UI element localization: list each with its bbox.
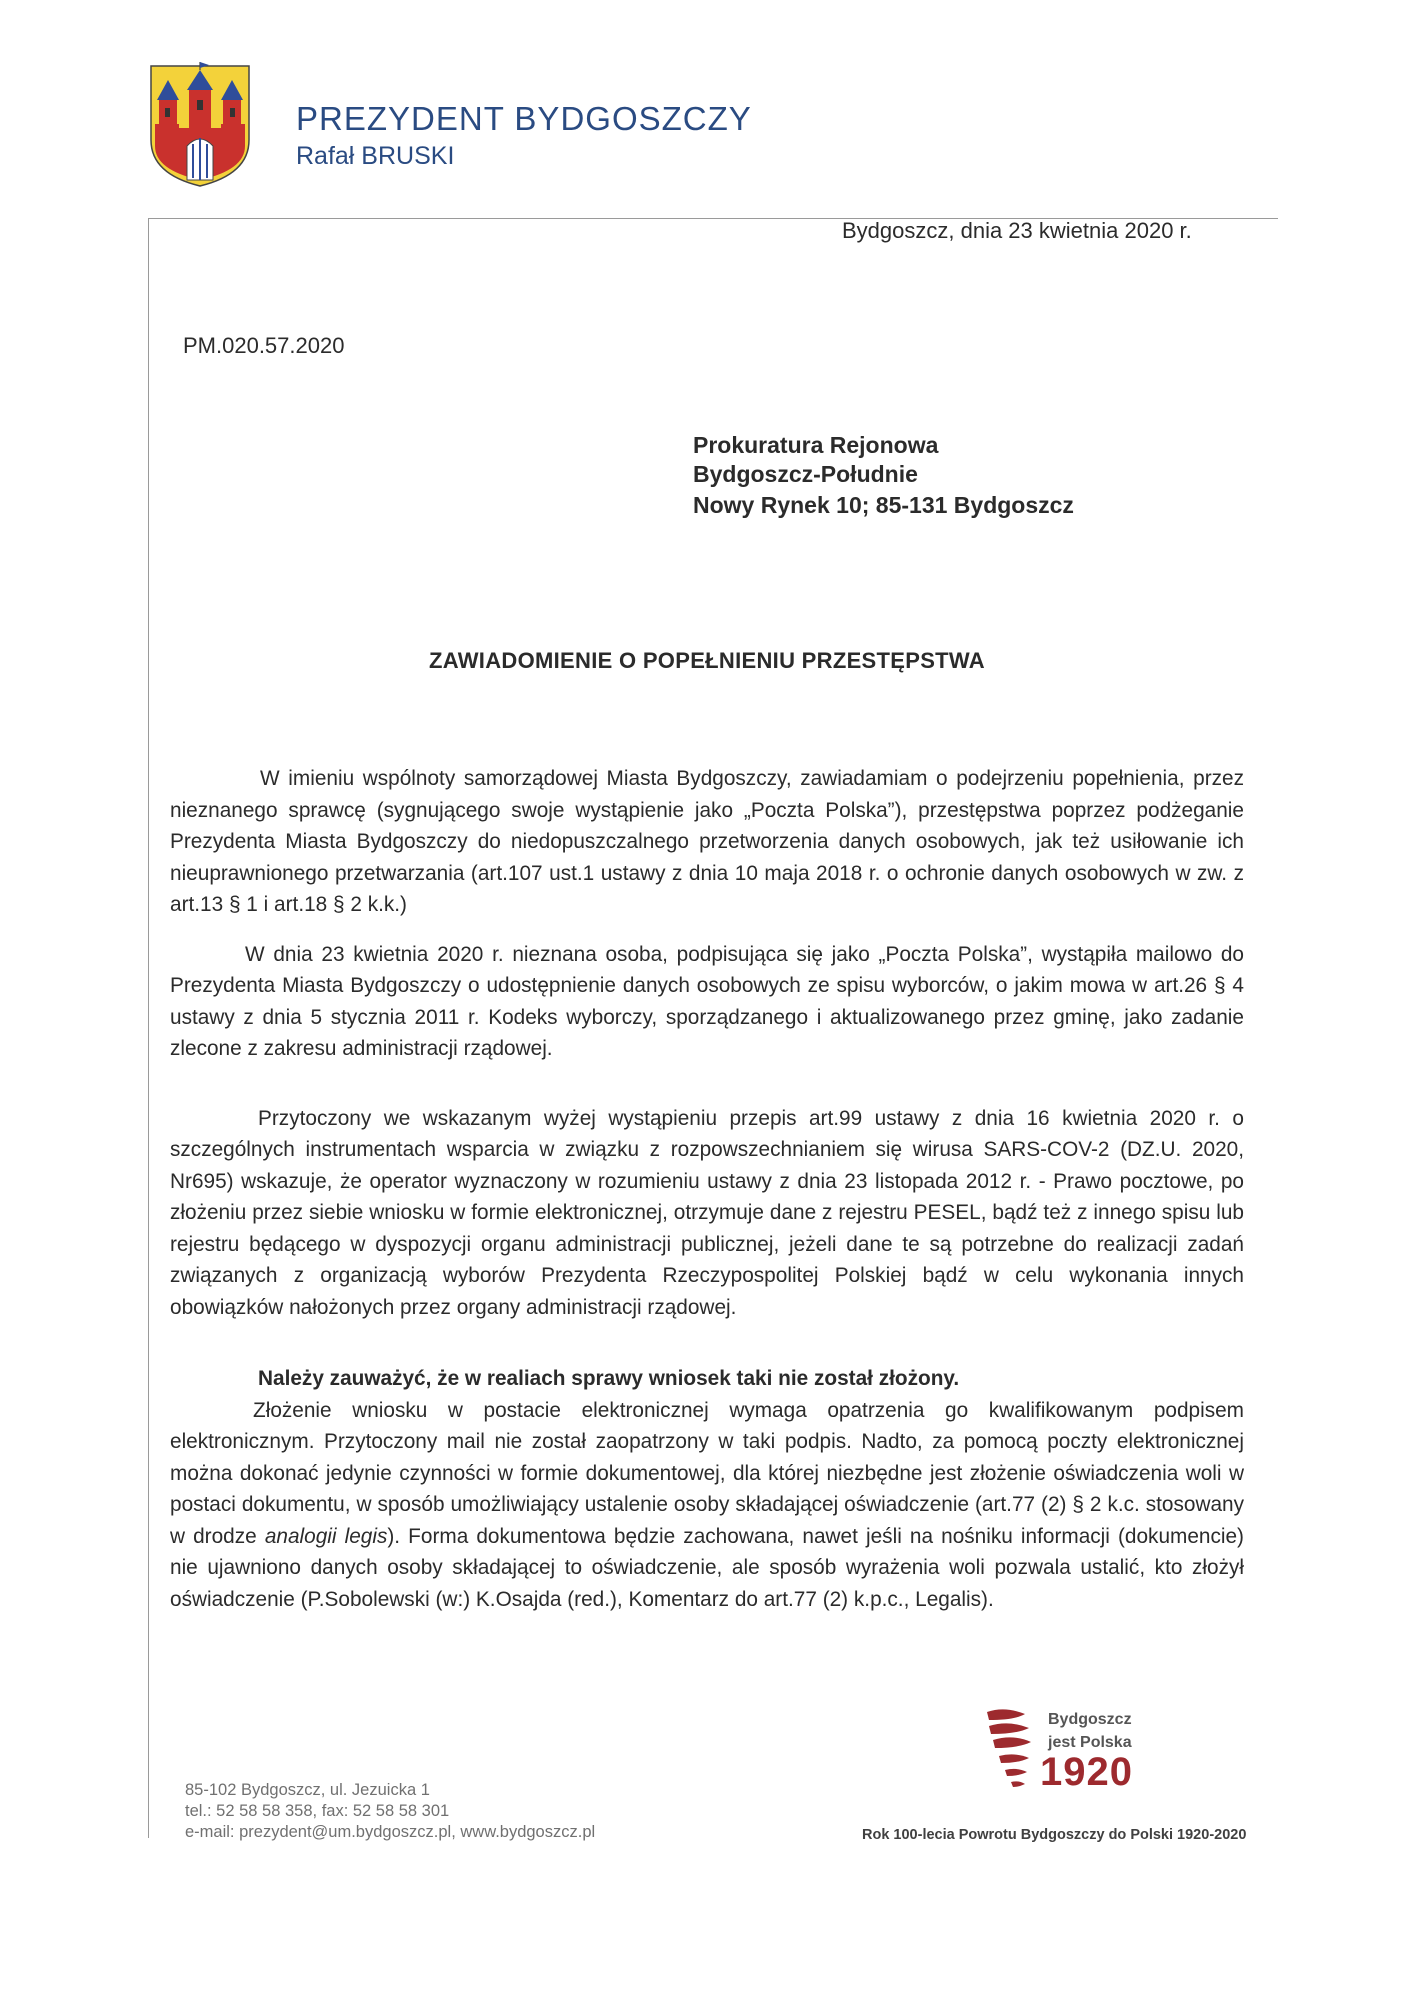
footer-email-web: e-mail: prezydent@um.bydgoszcz.pl, www.bydgoszcz.pl	[185, 1823, 596, 1841]
footer-motto: Rok 100-lecia Powrotu Bydgoszczy do Polski 1920-2020	[862, 1827, 1247, 1843]
document-heading: ZAWIADOMIENIE O POPEŁNIENIU PRZESTĘPSTWA	[429, 648, 985, 673]
anniversary-logo-text	[1048, 1708, 1132, 1754]
recipient-line-2: Bydgoszcz-Południe	[693, 461, 918, 487]
document-body	[170, 763, 1244, 1615]
recipient-line-3: Nowy Rynek 10; 85-131 Bydgoszcz	[693, 492, 1074, 518]
paragraph-4	[170, 1395, 1244, 1616]
paragraph-4-part-a: Złożenie wniosku w postacie elektronicznej wymaga opatrzenia go kwalifikowanym podpisem elektronicznym. Przytoczony mail nie został zaopatrzony w taki podpis. Nadto, za pomocą poczty elektronicznej można dokonać jedynie czynności w formie dokumentowej, dla której niezbędne jest złożenie oświadczenia woli w postaci dokumentu, w sposób umożliwiający ustalenie osoby składającej oświadczenie (art.77 (2) § 2 k.c. stosowany w drodze	[170, 1398, 1244, 1548]
city-coat-of-arms-icon	[145, 62, 255, 188]
header-name: Rafał BRUSKI	[296, 142, 455, 170]
paragraph-4-part-b: ). Forma dokumentowa będzie zachowana, nawet jeśli na nośniku informacji (dokumencie) nie ujawniono danych osoby składającej to oświadczenie, ale sposób wyrażenia woli pozwala ustalić, kto złożył oświadczenie (P.Sobolewski (w:) K.Osajda (red.), Komentarz do art.77 (2) k.p.c., Legalis).	[170, 1524, 1244, 1611]
paragraph-2: W dnia 23 kwietnia 2020 r. nieznana osoba, podpisująca się jako „Poczta Polska”, wystąpiła mailowo do Prezydenta Miasta Bydgoszczy o udostępnienie danych osobowych ze spisu wyborców, o jakim mowa w art.26 § 4 ustawy z dnia 5 stycznia 2011 r. Kodeks wyborczy, sporządzanego i aktualizowanego przez gminę, jako zadanie zlecone z zakresu administracji rządowej.	[170, 942, 1244, 1060]
header-title: PREZYDENT BYDGOSZCZY	[296, 100, 752, 137]
logo-line-1: Bydgoszcz	[1048, 1711, 1132, 1728]
footer-contact	[185, 1780, 595, 1843]
footer-phones: tel.: 52 58 58 358, fax: 52 58 58 301	[185, 1802, 450, 1820]
paragraph-4-emphasis: analogii legis	[264, 1524, 388, 1548]
reference-number: PM.020.57.2020	[183, 333, 345, 358]
paragraph-1: W imieniu wspólnoty samorządowej Miasta Bydgoszczy, zawiadamiam o podejrzeniu popełnienia, przez nieznanego sprawcę (sygnującego swoje wystąpienie jako „Poczta Polska”), przestępstwa poprzez podżeganie Prezydenta Miasta Bydgoszczy do niedopuszczalnego przetworzenia danych osobowych, jak też usiłowanie ich nieuprawnionego przetwarzania (art.107 ust.1 ustawy z dnia 10 maja 2018 r. o ochronie danych osobowych w zw. z art.13 § 1 i art.18 § 2 k.k.)	[170, 767, 1244, 916]
logo-year: 1920	[1040, 1750, 1133, 1794]
paragraph-3: Przytoczony we wskazanym wyżej wystąpieniu przepis art.99 ustawy z dnia 16 kwietnia 2020 r. o szczególnych instrumentach wsparcia w związku z rozpowszechnianiem się wirusa SARS-COV-2 (DZ.U. 2020, Nr695) wskazuje, że operator wyznaczony w rozumieniu ustawy z dnia 23 listopada 2012 r. - Prawo pocztowe, po złożeniu przez siebie wniosku w formie elektronicznej, otrzymuje dane z rejestru PESEL, bądź też z innego spisu lub rejestru będącego w dyspozycji organu administracji publicznej, jeżeli dane te są potrzebne do realizacji zadań związanych z organizacją wyborów Prezydenta Rzeczypospolitej Polskiej bądź w celu wykonania innych obowiązków nałożonych przez organy administracji rządowej.	[170, 1106, 1244, 1319]
footer-address: 85-102 Bydgoszcz, ul. Jezuicka 1	[185, 1781, 430, 1799]
document-date: Bydgoszcz, dnia 23 kwietnia 2020 r.	[842, 218, 1192, 243]
letterhead-left-line	[148, 218, 149, 1838]
paragraph-4-lead: Należy zauważyć, że w realiach sprawy wniosek taki nie został złożony.	[258, 1367, 960, 1390]
recipient-line-1: Prokuratura Rejonowa	[693, 432, 939, 458]
logo-line-2: jest Polska	[1048, 1734, 1132, 1751]
